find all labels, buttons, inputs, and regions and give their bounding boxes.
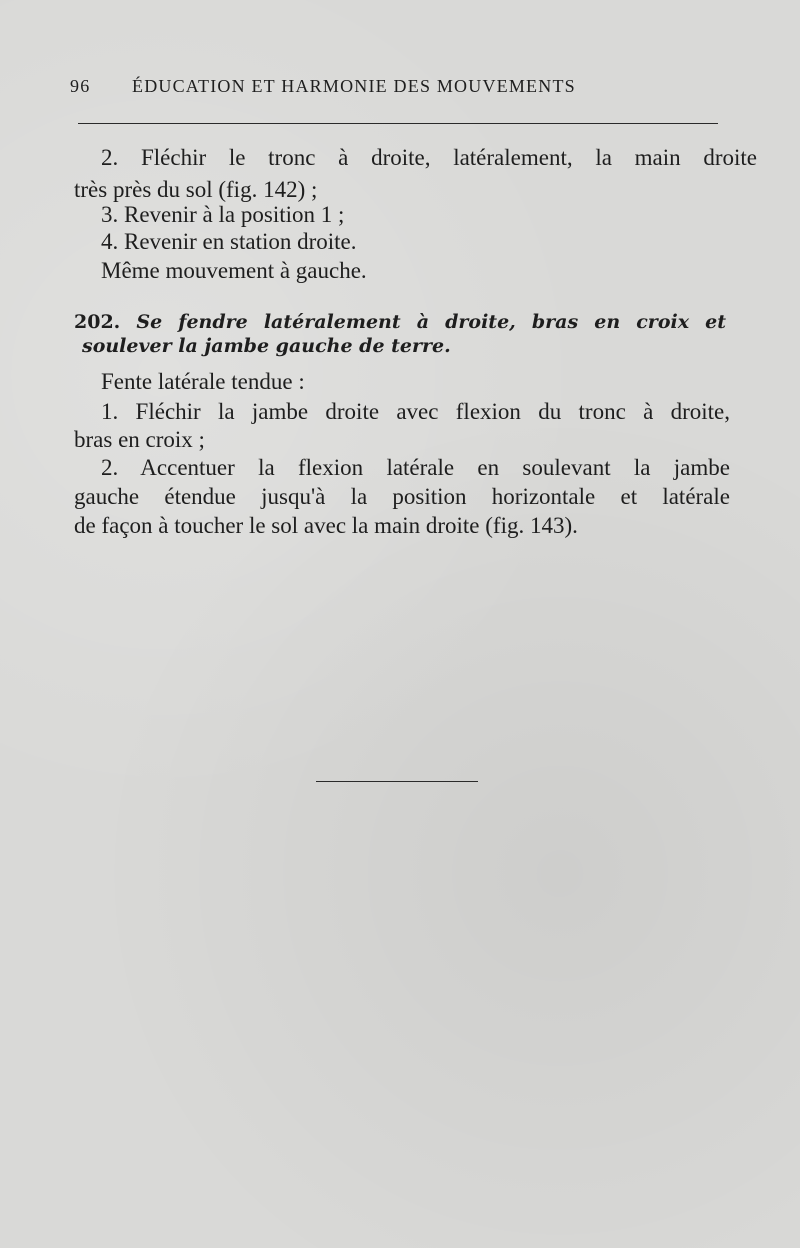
step-line: 3. Revenir à la position 1 ;	[101, 202, 345, 227]
section-title-line2: soulever la jambe gauche de terre.	[82, 335, 451, 357]
step-line: 2. Fléchir le tronc à droite, latéralement, la main droite	[101, 145, 757, 170]
running-title: ÉDUCATION ET HARMONIE DES MOUVEMENTS	[132, 76, 576, 96]
step-line: bras en croix ;	[74, 427, 205, 452]
step-line: 4. Revenir en station droite.	[101, 229, 357, 254]
step-line: 1. Fléchir la jambe droite avec flexion du tronc à droite,	[101, 399, 730, 424]
header-rule	[78, 123, 718, 124]
step-line: Même mouvement à gauche.	[101, 258, 367, 283]
page-number: 96	[70, 76, 91, 96]
step-line: de façon à toucher le sol avec la main droite (fig. 143).	[74, 513, 578, 538]
section-number: 202.	[74, 311, 121, 333]
intro-line: Fente latérale tendue :	[101, 369, 305, 394]
step-line: 2. Accentuer la flexion latérale en soulevant la jambe	[101, 455, 730, 480]
step-line: très près du sol (fig. 142) ;	[74, 177, 318, 202]
end-rule	[316, 781, 478, 782]
step-line: gauche étendue jusqu'à la position horizontale et latérale	[74, 484, 730, 509]
section-title-line1: Se fendre latéralement à droite, bras en croix et	[136, 311, 726, 333]
running-head	[70, 76, 730, 106]
